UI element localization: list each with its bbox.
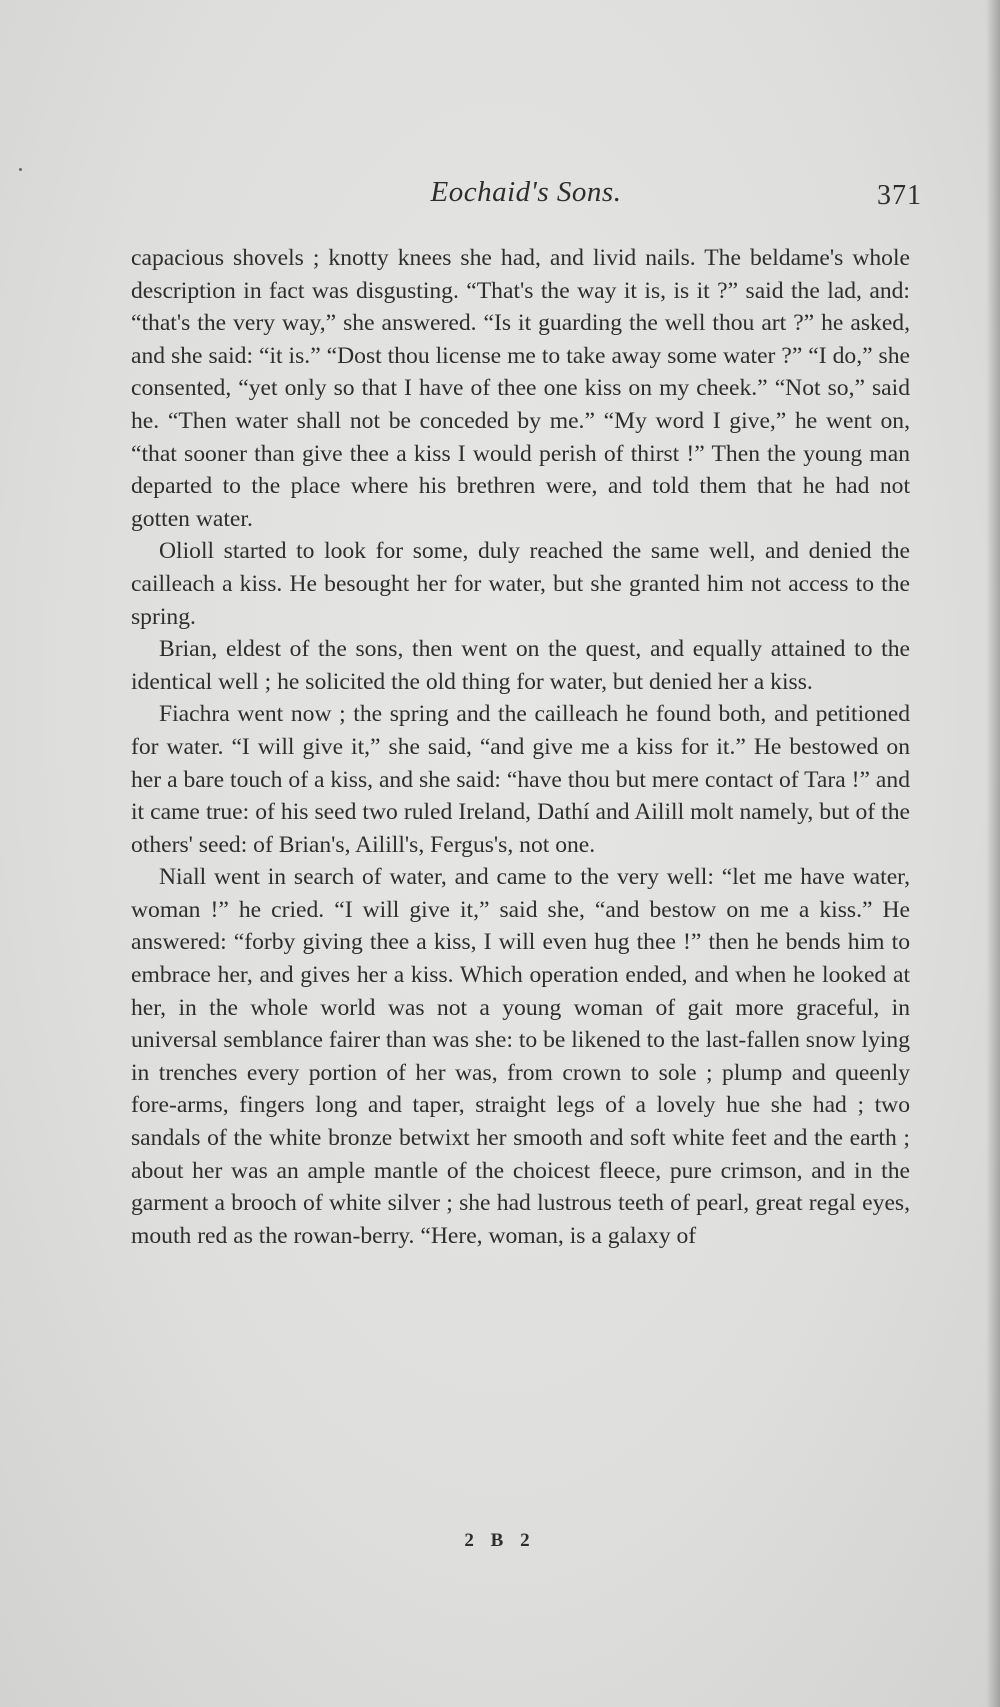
paragraph-1: capacious shovels ; knotty knees she had, and livid nails. The beldame's whole description in fact was disgusting. “That's the way it is, is it ?” said the lad, and: “that's the very way,” she answered. “Is it guarding the well thou art ?” he asked, and she said: “it is.” “Dost thou license me to take away some water ?” “I do,” she consented, “yet only so that I have of thee one kiss on my cheek.” “Not so,” said he. “Then water shall not be conceded by me.” “My word I give,” he went on, “that sooner than give thee a kiss I would perish of thirst !” Then the young man departed to the place where his brethren were, and told them that he had not gotten water.: [131, 245, 910, 532]
running-title: Eochaid's Sons.: [430, 176, 622, 208]
paper-speck: [19, 168, 22, 171]
page-number: 371: [877, 180, 922, 211]
page-header: [130, 176, 922, 216]
page-edge-shadow: [986, 0, 1000, 1707]
signature-mark: 2 B 2: [464, 1530, 536, 1551]
paragraph-3: Brian, eldest of the sons, then went on the quest, and equally attained to the identical well ; he solicited the old thing for water, but denied her a kiss.: [131, 636, 910, 695]
paragraph-2: Olioll started to look for some, duly reached the same well, and denied the cailleach a kiss. He besought her for water, but she granted him not access to the spring.: [131, 538, 910, 630]
body-text: [131, 242, 910, 1252]
paragraph-4: Fiachra went now ; the spring and the cailleach he found both, and petitioned for water. “I will give it,” she said, “and give me a kiss for it.” He bestowed on her a bare touch of a kiss, and she said: “have thou but mere contact of Tara !” and it came true: of his seed two ruled Ireland, Dathí and Ailill molt namely, but of the others' seed: of Brian's, Ailill's, Fergus's, not one.: [131, 701, 910, 858]
paragraph-5: Niall went in search of water, and came to the very well: “let me have water, woman !” he cried. “I will give it,” said she, “and bestow on me a kiss.” He answered: “forby giving thee a kiss, I will even hug thee !” then he bends him to embrace her, and gives her a kiss. Which operation ended, and when he looked at her, in the whole world was not a young woman of gait more graceful, in universal semblance fairer than was she: to be likened to the last-fallen snow lying in trenches every portion of her was, from crown to sole ; plump and queenly fore-arms, fingers long and taper, straight legs of a lovely hue she had ; two sandals of the white bronze betwixt her smooth and soft white feet and the earth ; about her was an ample mantle of the choicest fleece, pure crimson, and in the garment a brooch of white silver ; she had lustrous teeth of pearl, great regal eyes, mouth red as the rowan-berry. “Here, woman, is a galaxy of: [131, 864, 911, 1249]
